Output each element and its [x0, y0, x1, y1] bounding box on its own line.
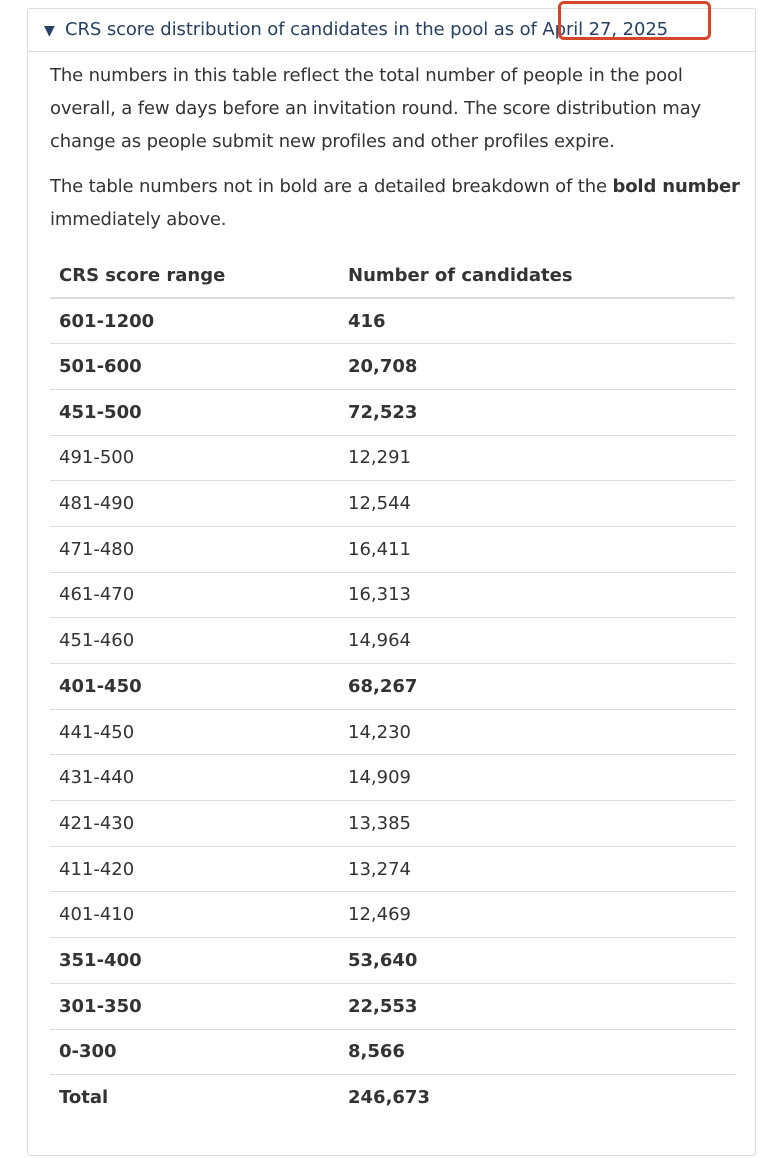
cell-candidate-count: 12,291	[339, 435, 735, 481]
table-row	[50, 938, 735, 984]
cell-candidate-count: 246,673	[348, 1087, 430, 1109]
table-row	[50, 435, 735, 481]
cell-candidate-count: 16,313	[339, 572, 735, 618]
cell-score-range: 441-450	[50, 709, 339, 755]
table-row	[50, 755, 735, 801]
table-row	[50, 1029, 735, 1075]
cell-candidate-count: 14,964	[339, 618, 735, 664]
cell-candidate-count: 12,469	[339, 892, 735, 938]
cell-candidate-count: 416	[339, 298, 735, 344]
cell-candidate-count: 53,640	[339, 938, 735, 984]
table-row	[50, 846, 735, 892]
cell-score-range: 461-470	[50, 572, 339, 618]
cell-candidate-count: 22,553	[339, 983, 735, 1029]
table-row	[50, 664, 735, 710]
cell-score-range: 411-420	[50, 846, 339, 892]
cell-score-range: Total	[59, 1087, 109, 1109]
note-before-bold: The table numbers not in bold are a detailed breakdown of the	[50, 176, 607, 197]
cell-score-range: 601-1200	[50, 298, 339, 344]
table-header-row	[50, 254, 735, 298]
cell-candidate-count: 72,523	[339, 389, 735, 435]
cell-candidate-count: 20,708	[339, 344, 735, 390]
table-row	[50, 618, 735, 664]
table-row	[50, 344, 735, 390]
cell-score-range: 451-500	[50, 389, 339, 435]
cell-score-range: 401-410	[50, 892, 339, 938]
bold-note-paragraph	[50, 170, 740, 236]
note-after-bold: immediately above.	[50, 209, 227, 230]
table-row	[50, 1075, 735, 1121]
cell-score-range: 351-400	[50, 938, 339, 984]
cell-candidate-count: 14,230	[339, 709, 735, 755]
cell-score-range: 401-450	[50, 664, 339, 710]
cell-score-range: 481-490	[50, 481, 339, 527]
table-row	[50, 709, 735, 755]
cell-candidate-count: 16,411	[339, 526, 735, 572]
intro-paragraph: The numbers in this table reflect the total number of people in the pool overall, a few days before an invitation round. The score distribution may change as people submit new profiles and other profiles expire.	[50, 65, 701, 152]
summary-date: April 27, 2025	[542, 19, 669, 40]
cell-score-range: 0-300	[50, 1029, 339, 1075]
header-number-of-candidates: Number of candidates	[339, 254, 735, 298]
header-score-range: CRS score range	[50, 254, 339, 298]
cell-candidate-count: 13,274	[339, 846, 735, 892]
cell-candidate-count: 8,566	[339, 1029, 735, 1075]
crs-distribution-details	[27, 8, 756, 1156]
summary-prefix: CRS score distribution of candidates in the pool as of	[65, 19, 537, 40]
cell-candidate-count: 13,385	[339, 801, 735, 847]
details-summary-toggle[interactable]	[28, 9, 755, 52]
cell-score-range: 471-480	[50, 526, 339, 572]
crs-score-table	[50, 254, 735, 1120]
note-bold: bold number	[612, 176, 740, 197]
expand-triangle-icon: ▼	[44, 23, 55, 39]
table-row	[50, 481, 735, 527]
table-row	[50, 526, 735, 572]
table-body	[50, 298, 735, 1120]
cell-score-range: 491-500	[50, 435, 339, 481]
cell-candidate-count: 68,267	[339, 664, 735, 710]
table-row	[50, 801, 735, 847]
cell-candidate-count: 14,909	[339, 755, 735, 801]
cell-score-range: 501-600	[50, 344, 339, 390]
cell-score-range: 421-430	[50, 801, 339, 847]
cell-candidate-count: 12,544	[339, 481, 735, 527]
table-row	[50, 983, 735, 1029]
cell-score-range: 301-350	[50, 983, 339, 1029]
details-body	[50, 59, 740, 236]
table-row	[50, 892, 735, 938]
summary-title[interactable]	[65, 19, 668, 41]
cell-score-range: 451-460	[50, 618, 339, 664]
table-row	[50, 298, 735, 344]
cell-score-range: 431-440	[50, 755, 339, 801]
table-row	[50, 572, 735, 618]
table-row	[50, 389, 735, 435]
